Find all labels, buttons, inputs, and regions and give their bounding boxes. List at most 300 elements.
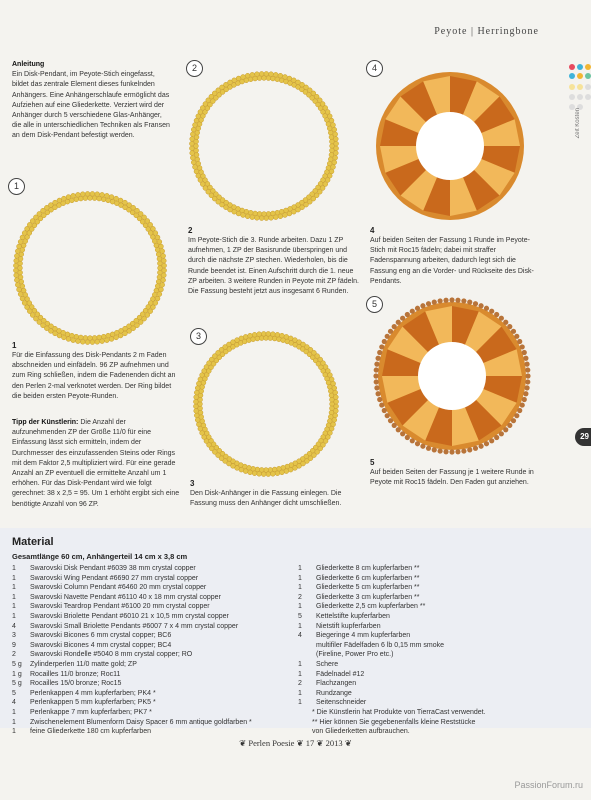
bead: [517, 408, 522, 413]
material-item: [12, 564, 302, 574]
bead: [95, 192, 100, 197]
material-quantity: 1: [298, 670, 302, 678]
bead: [239, 336, 244, 341]
bead: [190, 137, 195, 142]
bead: [14, 273, 19, 278]
bead: [377, 397, 382, 402]
bead: [53, 200, 58, 205]
material-text: Rundzange: [316, 689, 352, 697]
bead: [329, 118, 334, 123]
bead: [525, 373, 530, 378]
bead: [511, 329, 516, 334]
bead: [392, 423, 397, 428]
bead-ring-step1: [12, 190, 172, 350]
material-item: [298, 660, 578, 670]
bead: [270, 332, 275, 337]
disk-center: [416, 112, 484, 180]
bead: [159, 287, 164, 292]
bead: [514, 334, 519, 339]
step-3-circle: 3: [190, 328, 207, 345]
material-quantity: 1: [12, 718, 16, 726]
material-item: [298, 641, 578, 651]
bead: [90, 191, 95, 196]
material-text: Perlenkappen 4 mm kupferfarben; PK4 *: [30, 689, 156, 697]
bead: [379, 402, 384, 407]
bead: [278, 73, 283, 78]
bead: [473, 446, 478, 451]
bead: [400, 316, 405, 321]
material-item: [298, 612, 578, 622]
bead: [194, 390, 199, 395]
material-text: Swarovski Bicones 4 mm crystal copper; BC4: [30, 641, 172, 649]
bead: [432, 447, 437, 452]
bead: [329, 169, 334, 174]
material-item: [12, 602, 302, 612]
bead: [333, 395, 338, 400]
bead: [288, 467, 293, 472]
bead: [236, 76, 241, 81]
material-item: [12, 574, 302, 584]
material-text: Gliederkette 3 cm kupferfarben **: [316, 593, 420, 601]
bead: [287, 76, 292, 81]
bead: [261, 472, 266, 477]
side-tab: [569, 60, 591, 180]
bead: [388, 329, 393, 334]
material-text: Swarovski Disk Pendant #6039 38 mm crystal copper: [30, 565, 196, 572]
material-quantity: 4: [298, 632, 302, 640]
bead: [71, 338, 76, 343]
material-quantity: 1: [12, 574, 16, 582]
intro: [12, 60, 172, 142]
bead: [85, 340, 90, 345]
bead: [76, 192, 81, 197]
material-quantity: 1: [12, 584, 16, 592]
bead: [14, 278, 19, 283]
bead: [375, 356, 380, 361]
bead: [405, 312, 410, 317]
bead: [283, 213, 288, 218]
color-dot: [569, 64, 575, 70]
bead: [443, 298, 448, 303]
bead: [334, 399, 339, 404]
bead: [333, 413, 338, 418]
bead: [420, 303, 425, 308]
bead: [157, 239, 162, 244]
bead: [190, 132, 195, 137]
step-3-label: 3: [190, 479, 195, 488]
bead: [161, 273, 166, 278]
bead: [257, 332, 262, 337]
bead: [333, 151, 338, 156]
bead: [255, 72, 260, 77]
bead: [250, 215, 255, 220]
step-2-text: Im Peyote-Stich die 3. Runde arbeiten. Dazu 1 ZP aufnehmen, 1 ZP der Basisrunde überspringen und durch die nächste ZP stechen. Wiederholen, bis die Runde beendet ist. Einen Aufschritt durch die 1. neue ZP arbeiten. 3 weitere Runden in Peyote mit ZP fädeln. Die Fassung besteht jetzt aus insgesamt 6 Runden.: [188, 237, 359, 296]
material-quantity: 1: [298, 584, 302, 592]
material-text: multifiler Fädelfaden 6 lb 0,15 mm smoke: [316, 641, 444, 649]
material-item: [298, 564, 578, 574]
material-text: Flachzangen: [316, 680, 357, 688]
step-2-circle: 2: [186, 60, 203, 77]
bead: [503, 427, 508, 432]
color-dot: [577, 73, 583, 79]
step-4-circle: 4: [366, 60, 383, 77]
bead: [503, 320, 508, 325]
bead: [193, 399, 198, 404]
bead: [524, 385, 529, 390]
bead: [269, 72, 274, 77]
material-text: Zylinderperlen 11/0 matte gold; ZP: [30, 660, 137, 668]
bead: [259, 216, 264, 221]
material-item: [298, 698, 578, 708]
disk-pendant-step4: [370, 66, 530, 226]
color-dot: [577, 94, 583, 100]
bead: [334, 404, 339, 409]
bead: [291, 209, 296, 214]
bead: [248, 333, 253, 338]
bead: [245, 73, 250, 78]
bead: [61, 335, 66, 340]
bead: [257, 471, 262, 476]
material-text: Gliederkette 5 cm kupferfarben **: [316, 584, 420, 592]
watermark: PassionForum.ru: [514, 780, 583, 790]
material-quantity: 1: [298, 603, 302, 611]
color-dot: [577, 84, 583, 90]
bead: [331, 422, 336, 427]
bead: [18, 292, 23, 297]
bead: [123, 331, 128, 336]
bead: [287, 211, 292, 216]
bead: [189, 146, 194, 151]
bead: [455, 298, 460, 303]
bead: [252, 332, 257, 337]
bead: [426, 446, 431, 451]
bead: [332, 386, 337, 391]
bead: [333, 137, 338, 142]
material-item: [12, 727, 302, 737]
bead: [426, 301, 431, 306]
bead: [264, 216, 269, 221]
bead: [71, 193, 76, 198]
bead: [467, 447, 472, 452]
bead: [374, 379, 379, 384]
bead: [499, 431, 504, 436]
bead: [494, 312, 499, 317]
material-quantity: 1: [298, 689, 302, 697]
bead: [157, 292, 162, 297]
material-text: Rocailles 11/0 bronze; Roc11: [30, 670, 121, 678]
material-item: [12, 718, 302, 728]
bead: [478, 303, 483, 308]
material-text: Gliederkette 8 cm kupferfarben **: [316, 565, 420, 572]
bead: [507, 423, 512, 428]
bead: [405, 435, 410, 440]
bead: [400, 431, 405, 436]
material-quantity: 4: [12, 622, 16, 630]
material-text: Swarovski Rondelle #5040 8 mm crystal copper; RO: [30, 651, 193, 659]
bead: [196, 381, 201, 386]
page-header: Peyote | Herringbone: [434, 26, 539, 37]
bead: [284, 469, 289, 474]
tip-box: [12, 418, 180, 510]
bead: [443, 449, 448, 454]
material-item: [298, 689, 578, 699]
bead-ring-step3: [188, 326, 348, 486]
material-text: Swarovski Column Pendant #6460 20 mm crystal copper: [30, 584, 207, 592]
color-dot: [577, 64, 583, 70]
bead: [489, 309, 494, 314]
bead: [189, 141, 194, 146]
bead: [20, 235, 25, 240]
material-quantity: 1: [12, 612, 16, 620]
side-page-number: 29: [575, 428, 591, 446]
bead: [374, 367, 379, 372]
bead: [420, 444, 425, 449]
bead: [489, 438, 494, 443]
color-dot: [585, 84, 591, 90]
bead: [191, 160, 196, 165]
bead: [162, 268, 167, 273]
material-text: Rocailles 15/0 bronze; Roc15: [30, 680, 122, 688]
material-footnote: ** Hier können Sie gegebenenfalls kleine Reststücke: [312, 718, 476, 726]
bead-ring-step2: [186, 68, 346, 228]
material-text: Schere: [316, 660, 339, 668]
material-title: Material: [12, 536, 54, 548]
bead: [248, 470, 253, 475]
bead: [159, 244, 164, 249]
bead: [382, 339, 387, 344]
bead: [155, 235, 160, 240]
bead: [57, 198, 62, 203]
material-quantity: 1: [12, 728, 16, 736]
material-item: [12, 689, 302, 699]
bead: [118, 333, 123, 338]
step-5-circle: 5: [366, 296, 383, 313]
bead: [284, 334, 289, 339]
bead: [484, 441, 489, 446]
bead: [196, 422, 201, 427]
color-dot: [585, 64, 591, 70]
bead: [66, 195, 71, 200]
material-quantity: 5 g: [12, 660, 22, 668]
disk-pendant-facets: [373, 297, 530, 454]
material-quantity: [298, 650, 316, 660]
bead: [162, 263, 167, 268]
tip-heading: Tipp der Künstlerin:: [12, 419, 79, 426]
bead: [241, 75, 246, 80]
material-item: [298, 602, 578, 612]
bead: [252, 471, 257, 476]
bead: [275, 471, 280, 476]
bead: [194, 118, 199, 123]
page-footer: ❦ Perlen Poesie ❦ 17 ❦ 2013 ❦: [239, 738, 352, 748]
bead: [374, 362, 379, 367]
bead: [193, 165, 198, 170]
bead: [15, 249, 20, 254]
bead: [333, 132, 338, 137]
material-text: Gliederkette 2,5 cm kupferfarben **: [316, 603, 426, 611]
bead: [461, 298, 466, 303]
bead: [377, 350, 382, 355]
color-dot: [569, 94, 575, 100]
material-quantity: 2: [12, 651, 16, 659]
bead: [331, 381, 336, 386]
material-quantity: 2: [298, 680, 302, 688]
intro-body: Ein Disk-Pendant, im Peyote-Stich eingefasst, bildet das zentrale Element dieses funkelnden Anhängers. Eine Anhängerschlaufe ermöglicht das Aufziehen auf eine Gliederkette. Verziert wird der Anhänger durch 5 verschiedene Glas-Anhänger, die alle in unterschiedlichen Techniken als Fransen an dem Disk-Pendant befestigt werden.: [12, 71, 170, 140]
material-text: Seitenschneider: [316, 699, 367, 707]
bead: [13, 268, 18, 273]
bead: [280, 470, 285, 475]
bead: [15, 282, 20, 287]
bead: [193, 123, 198, 128]
bead: [270, 471, 275, 476]
material-quantity: 1: [298, 622, 302, 630]
step-5-label: 5: [370, 458, 375, 467]
material-quantity: 5: [12, 689, 16, 697]
bead: [191, 127, 196, 132]
material-item: [12, 641, 302, 651]
bead: [333, 390, 338, 395]
bead: [194, 413, 199, 418]
bead: [327, 114, 332, 119]
bead: [259, 71, 264, 76]
bead: [525, 379, 530, 384]
bead: [332, 127, 337, 132]
material-quantity: 9: [12, 641, 16, 649]
disk-center: [418, 342, 486, 410]
material-item: [12, 708, 302, 718]
bead: [522, 350, 527, 355]
bead: [415, 441, 420, 446]
bead: [66, 337, 71, 342]
bead: [90, 340, 95, 345]
material-item: [298, 631, 578, 641]
color-dot: [569, 84, 575, 90]
tip-body: Die Anzahl der aufzunehmenden ZP der Größe 11/0 für eine Einfassung lässt sich ermitteln, indem der Durchmesser des einzufassenden Steins oder Rings mit dem Faktor 2,5 multipliziert wird. Für eine gerade Anzahl an ZP eventuell die ermittelte Anzahl um 1 erhöhen. Für das Disk-Pendant wird wie folgt gerechnet: 38 x 2,5 = 95. Um 1 erhöht ergibt sich eine benötigte Anzahl von 96 ZP.: [12, 419, 180, 508]
bead: [160, 282, 165, 287]
step-4-text: Auf beiden Seiten der Fassung 1 Runde im Peyote-Stich mit Roc15 fädeln; dabei mit straffer Fadenspannung arbeiten, dadurch legt sich die Fassung eng an die Vorder- und Rückseite des Disk-Pendants.: [370, 237, 534, 285]
bead: [14, 254, 19, 259]
bead: [236, 211, 241, 216]
intro-heading: Anleitung: [12, 61, 45, 68]
material-item: [298, 650, 578, 660]
bead: [334, 146, 339, 151]
color-dot: [585, 73, 591, 79]
bead: [396, 427, 401, 432]
bead: [461, 448, 466, 453]
material-quantity: 1 g: [12, 670, 22, 678]
bead: [153, 231, 158, 236]
bead: [250, 72, 255, 77]
bead: [484, 306, 489, 311]
material-quantity: 1: [12, 593, 16, 601]
material-quantity: [298, 641, 316, 651]
side-tab-label: Zeit Kosten: [575, 108, 581, 139]
material-item: [12, 670, 302, 680]
bead: [332, 418, 337, 423]
bead: [333, 408, 338, 413]
material-item: [298, 670, 578, 680]
bead: [332, 160, 337, 165]
bead: [333, 155, 338, 160]
material-footnote: von Gliederketten aufbrauchen.: [312, 728, 410, 736]
step-1-label: 1: [12, 341, 17, 350]
bead: [478, 444, 483, 449]
bead: [392, 324, 397, 329]
material-text: Swarovski Bicones 6 mm crystal copper; BC6: [30, 632, 172, 640]
bead-ring-beads: [193, 331, 338, 476]
material-text: Swarovski Navette Pendant #6110 40 x 18 mm crystal copper: [30, 593, 221, 601]
bead: [194, 408, 199, 413]
bead: [514, 413, 519, 418]
bead: [100, 339, 105, 344]
bead: [95, 339, 100, 344]
bead: [22, 301, 27, 306]
bead: [273, 215, 278, 220]
material-item: [12, 631, 302, 641]
bead: [155, 296, 160, 301]
bead: [104, 338, 109, 343]
material-text: Swarovski Briolette Pendant #6010 21 x 10,5 mm crystal copper: [30, 612, 229, 620]
bead: [161, 254, 166, 259]
bead: [499, 316, 504, 321]
bead: [18, 239, 23, 244]
bead: [76, 339, 81, 344]
step-4-label: 4: [370, 226, 375, 235]
bead: [388, 418, 393, 423]
bead: [432, 299, 437, 304]
bead: [494, 435, 499, 440]
bead: [520, 344, 525, 349]
bead: [194, 169, 199, 174]
bead: [382, 408, 387, 413]
material-quantity: 4: [12, 699, 16, 707]
material-text: (Fireline, Power Pro etc.): [316, 651, 394, 659]
material-item: [298, 574, 578, 584]
bead: [455, 449, 460, 454]
bead: [511, 418, 516, 423]
bead: [241, 213, 246, 218]
bead: [410, 309, 415, 314]
bead: [273, 72, 278, 77]
material-item: [12, 660, 302, 670]
bead: [507, 324, 512, 329]
bead: [275, 332, 280, 337]
material-text: Perlenkappen 5 mm kupferfarben; PK5 *: [30, 699, 156, 707]
bead: [385, 334, 390, 339]
step-5-text: Auf beiden Seiten der Fassung je 1 weitere Runde in Peyote mit Roc15 fädeln. Den Faden gut anziehen.: [370, 469, 534, 487]
material-quantity: 5 g: [12, 680, 22, 688]
material-item: [298, 593, 578, 603]
bead: [280, 333, 285, 338]
bead: [261, 331, 266, 336]
material-item: [12, 679, 302, 689]
bead: [80, 192, 85, 197]
bead: [255, 215, 260, 220]
bead: [20, 296, 25, 301]
bead: [410, 438, 415, 443]
bead: [379, 344, 384, 349]
bead: [524, 362, 529, 367]
material-item: [298, 622, 578, 632]
bead: [473, 301, 478, 306]
material-quantity: 1: [298, 574, 302, 582]
material-item: [12, 593, 302, 603]
bead-ring-beads: [189, 71, 338, 220]
material-text: Nietstift kupferfarben: [316, 622, 381, 630]
bead: [57, 333, 62, 338]
material-section: [0, 528, 591, 736]
material-quantity: 3: [12, 632, 16, 640]
